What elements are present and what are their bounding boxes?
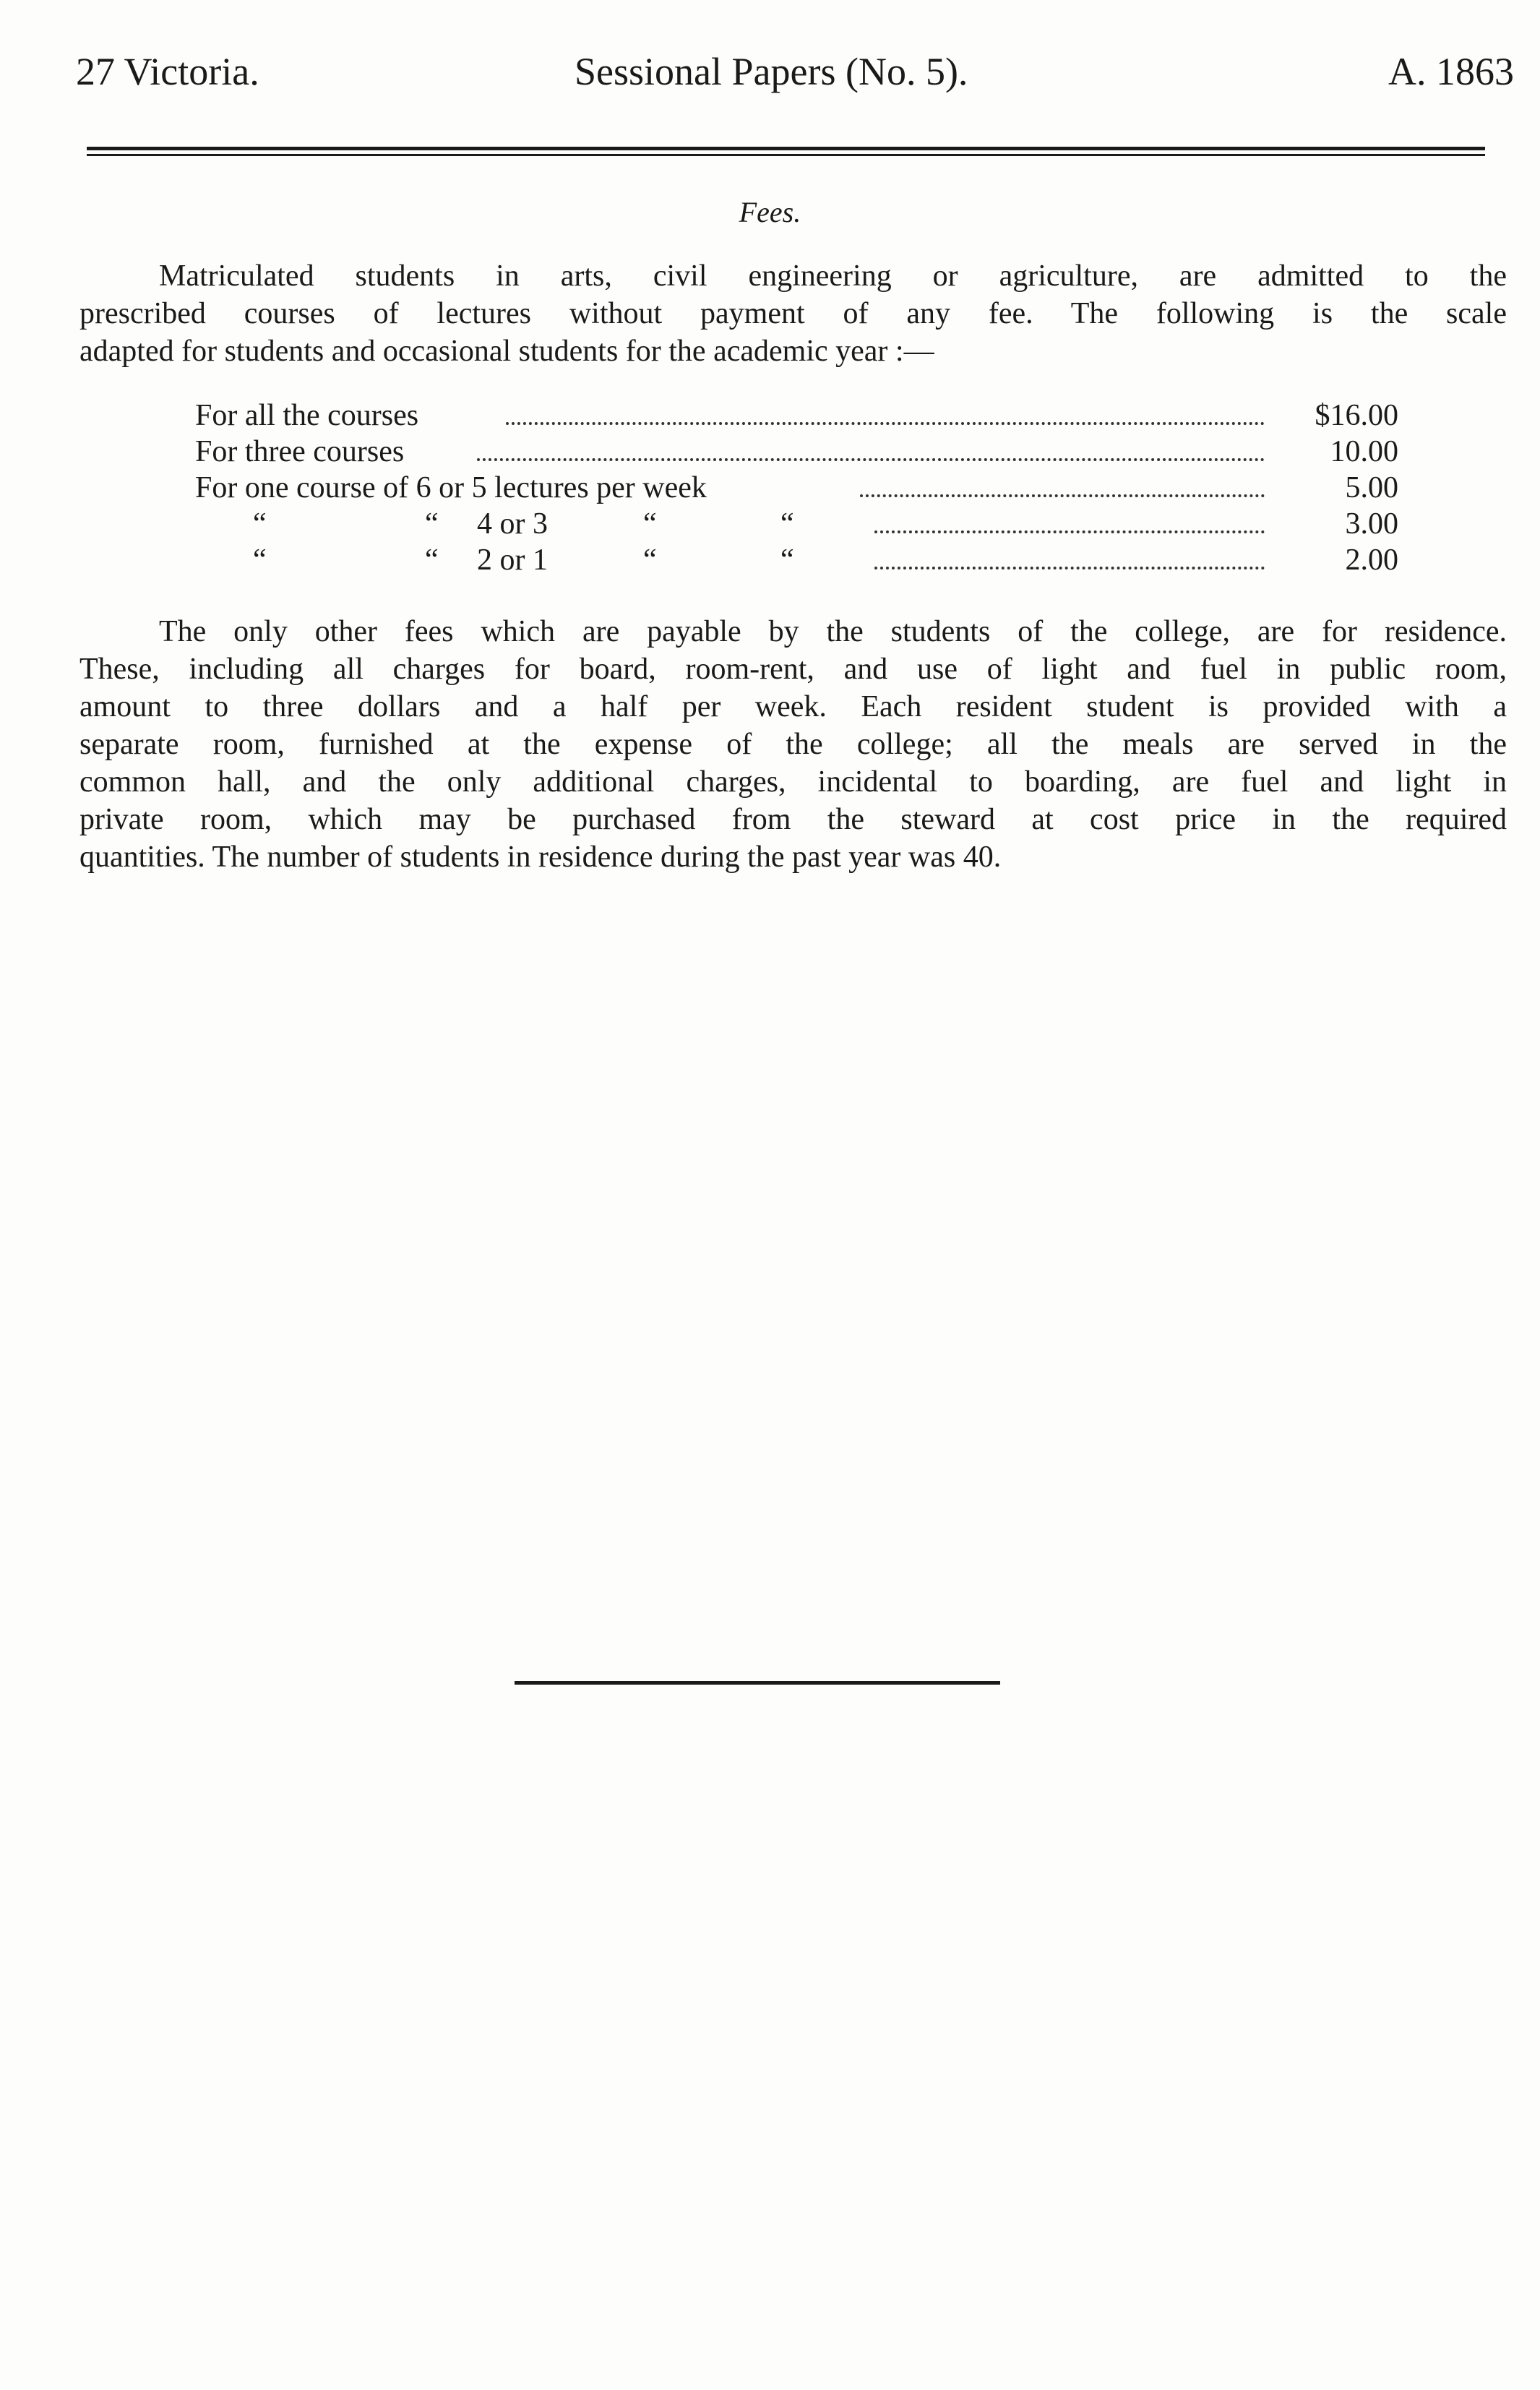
fee-row — [195, 434, 1398, 470]
ditto-mark: “ — [780, 543, 794, 577]
fee-label: For three courses — [195, 435, 405, 468]
page-header — [76, 49, 1514, 107]
header-year: A. 1863 — [1388, 50, 1514, 93]
fee-amount: $16.00 — [1315, 399, 1398, 432]
fee-row — [195, 542, 1398, 578]
paragraph-line: separate room, furnished at the expense of the college; all the meals are served in the — [79, 728, 1507, 761]
paragraph-line: private room, which may be purchased from the steward at cost price in the required — [79, 803, 1507, 836]
fee-amount: 5.00 — [1345, 471, 1398, 504]
fee-row — [195, 506, 1398, 542]
ditto-mark: “ — [643, 543, 657, 577]
ditto-mark: “ — [253, 543, 267, 577]
header-title: Sessional Papers (No. 5). — [575, 50, 968, 93]
ditto-mark: “ — [643, 507, 657, 541]
fee-label: For one course of 6 or 5 lectures per week — [195, 471, 707, 504]
header-double-rule — [87, 147, 1485, 157]
ditto-mark: “ — [253, 507, 267, 541]
fee-row — [195, 397, 1398, 434]
leader-dots — [860, 470, 1265, 497]
paragraph-line: common hall, and the only additional charges, incidental to boarding, are fuel and light in — [79, 765, 1507, 799]
header-rule-thin — [87, 154, 1485, 156]
paragraph-line: prescribed courses of lectures without payment of any fee. The following is the scale — [79, 297, 1507, 330]
leader-dots — [477, 434, 1265, 461]
paragraph-line: The only other fees which are payable by the students of the college, are for residence. — [159, 615, 1507, 648]
paragraph-line: These, including all charges for board, room-rent, and use of light and fuel in public room, — [79, 653, 1507, 686]
paragraph-line: adapted for students and occasional students for the academic year :— — [79, 335, 934, 368]
section-end-rule — [515, 1681, 1000, 1685]
fee-amount: 2.00 — [1345, 543, 1398, 577]
paragraph-line: amount to three dollars and a half per week. Each resident student is provided with a — [79, 690, 1507, 723]
leader-dots — [874, 542, 1265, 569]
section-title: Fees. — [739, 196, 801, 228]
leader-dots — [874, 506, 1265, 533]
fee-amount: 10.00 — [1330, 435, 1398, 468]
fee-row — [195, 470, 1398, 506]
fee-amount: 3.00 — [1345, 507, 1398, 541]
paragraph-line: Matriculated students in arts, civil engineering or agriculture, are admitted to the — [159, 259, 1507, 293]
fee-sub-label: 4 or 3 — [477, 507, 548, 541]
paragraph-residence — [79, 613, 1507, 876]
header-rule-thick — [87, 147, 1485, 150]
fee-table — [195, 397, 1398, 578]
ditto-mark: “ — [780, 507, 794, 541]
paragraph-matriculated — [79, 257, 1507, 370]
paragraph-line: quantities. The number of students in residence during the past year was 40. — [79, 841, 1002, 874]
ditto-mark: “ — [425, 507, 439, 541]
header-volume: 27 Victoria. — [76, 50, 259, 93]
leader-dots — [506, 397, 1265, 425]
fee-sub-label: 2 or 1 — [477, 543, 548, 577]
ditto-mark: “ — [425, 543, 439, 577]
fee-label: For all the courses — [195, 399, 419, 432]
